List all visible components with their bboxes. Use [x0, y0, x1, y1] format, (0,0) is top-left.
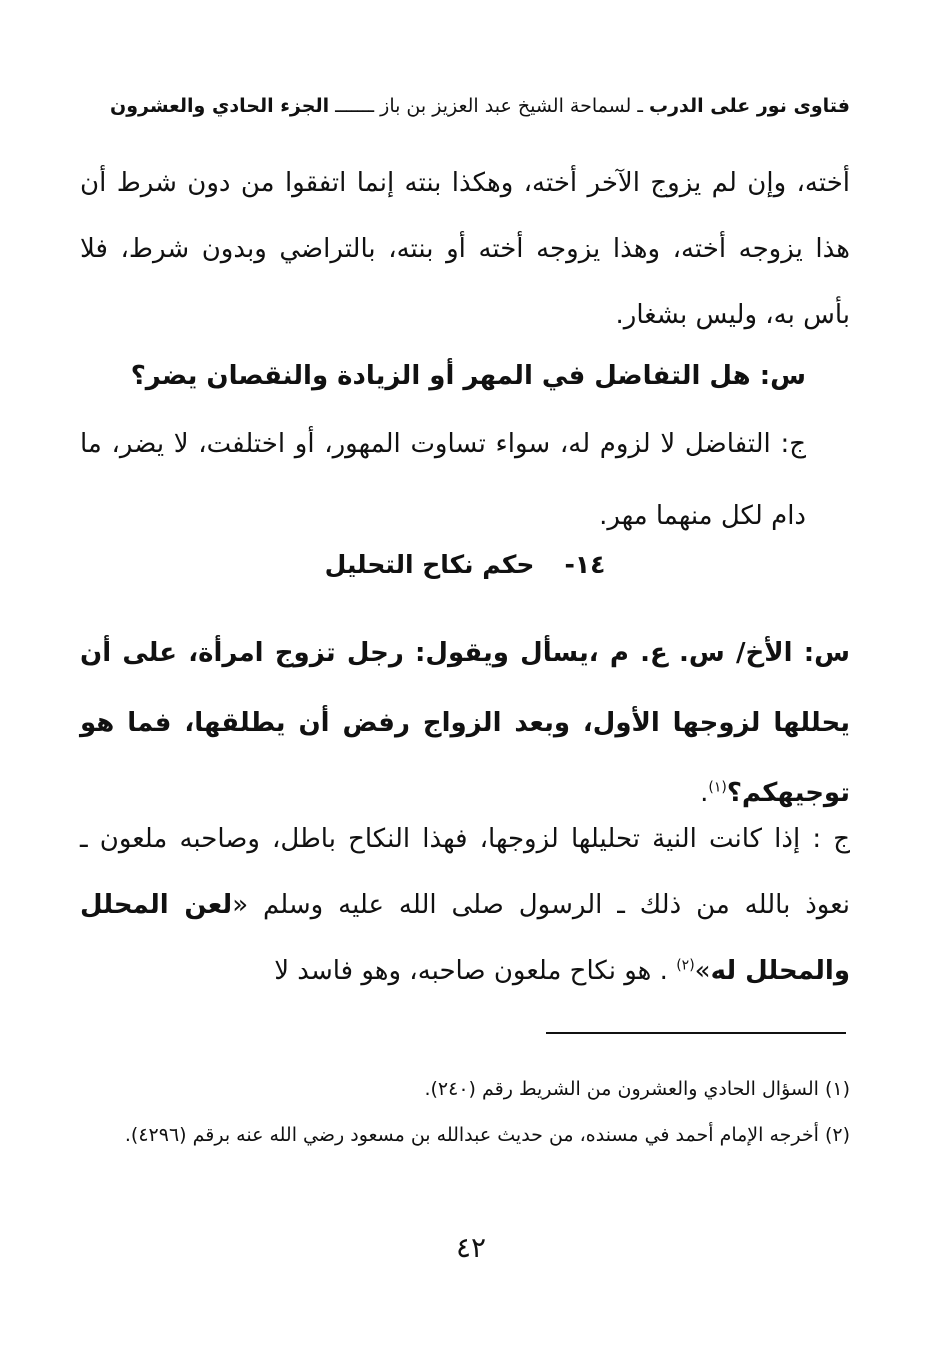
answer-2: [80, 806, 850, 1004]
section-heading: [80, 540, 850, 590]
hadith-quote: لعن المحلل والمحلل له: [80, 890, 850, 986]
header-author: لسماحة الشيخ عبد العزيز بن باز: [380, 95, 632, 117]
question-prefix: س:: [750, 361, 806, 391]
footnotes: [80, 1066, 850, 1158]
footnote-2: [80, 1112, 850, 1158]
question-2: [80, 618, 850, 828]
footnote-ref-2[interactable]: (٢): [676, 957, 695, 974]
footnote-1: [80, 1066, 850, 1112]
answer-quote-close: »: [694, 956, 711, 986]
header-volume: الجزء الحادي والعشرون: [109, 95, 330, 117]
footnote-text: (٢) أخرجه الإمام أحمد في مسنده، من حديث عبدالله بن مسعود رضي الله عنه برقم (٤٢٩٦).: [124, 1124, 850, 1146]
footnote-divider: [546, 1032, 846, 1034]
header-separator-rule: ـــــــ: [329, 95, 381, 117]
answer-text-part1: ج : إذا كانت النية تحليلها لزوجها، فهذا النكاح باطل، وصاحبه ملعون ـ نعوذ بالله من ذلك ـ الرسول صلى الله عليه وسلم «: [80, 824, 850, 920]
header-book-title: فتاوى نور على الدرب: [649, 95, 850, 117]
answer-text: ج: التفاضل لا لزوم له، سواء تساوت المهور، أو اختلفت، لا يضر، ما دام لكل منهما مهر.: [80, 429, 806, 531]
answer-1: [80, 408, 850, 552]
section-number: ١٤-: [564, 550, 606, 579]
question-text: هل التفاضل في المهر أو الزيادة والنقصان يضر؟: [130, 361, 751, 391]
footnote-ref-1[interactable]: (١): [708, 779, 727, 796]
header-separator: ـ: [631, 95, 649, 117]
continued-answer-paragraph: [80, 150, 850, 348]
footnote-text: (١) السؤال الحادي والعشرون من الشريط رقم (٢٤٠).: [424, 1078, 850, 1100]
question-1: [80, 343, 850, 409]
section-title-text: حكم نكاح التحليل: [324, 550, 535, 579]
answer-text-part3: . هو نكاح ملعون صاحبه، وهو فاسد لا: [274, 956, 677, 986]
page-number: ٤٢: [455, 1231, 487, 1264]
question-end-mark: .: [700, 778, 709, 808]
running-header: [80, 88, 850, 124]
question-text: س: الأخ/ س. ع. م ،يسأل ويقول: رجل تزوج امرأة، على أن يحللها لزوجها الأول، وبعد الزواج رفض أن يطلقها، فما هو توجيهكم؟: [80, 638, 850, 808]
paragraph-text: أخته، وإن لم يزوج الآخر أخته، وهكذا بنته إنما اتفقوا من دون شرط أن هذا يزوجه أخته، وهذا يزوجه أخته أو بنته، بالتراضي وبدون شرط، فلا بأس به، وليس بشغار.: [80, 168, 850, 330]
